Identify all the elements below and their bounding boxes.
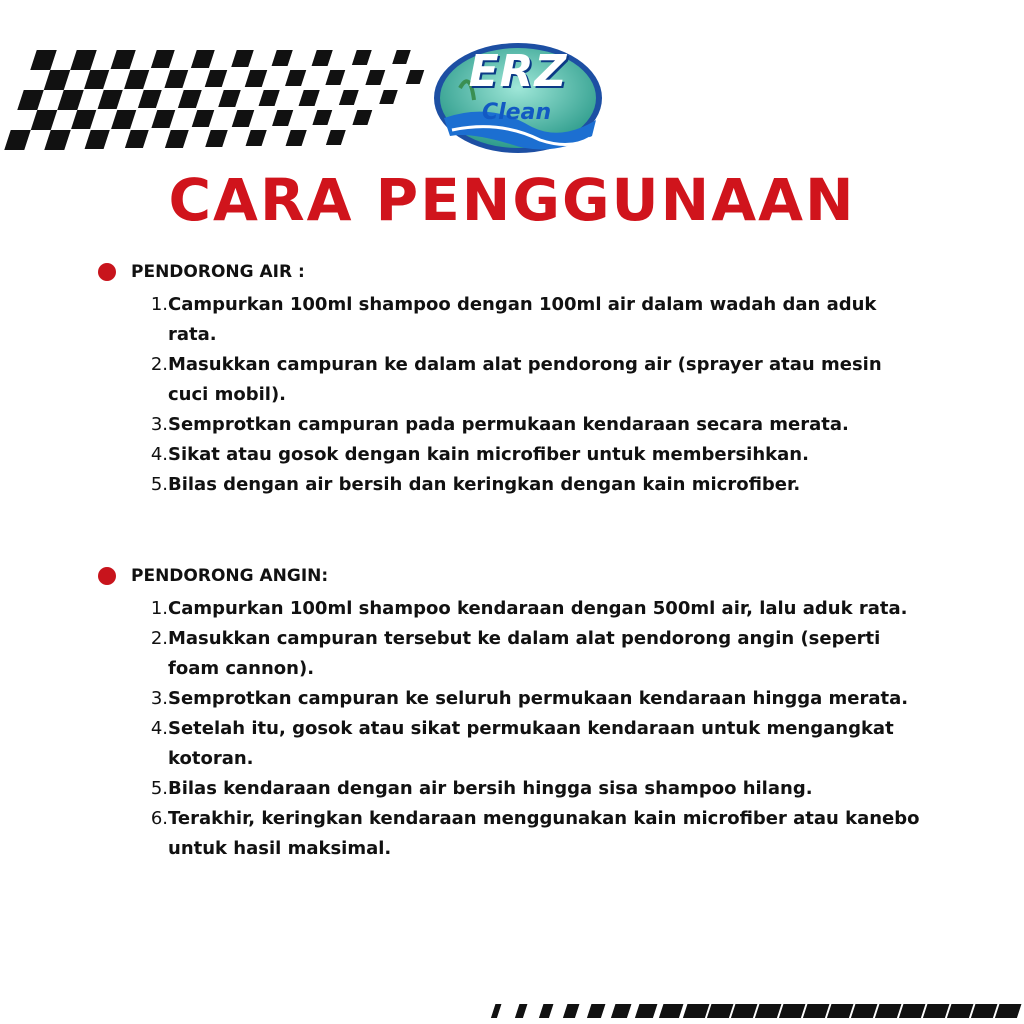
checker-square [406, 70, 425, 84]
checker-square [352, 110, 372, 125]
checker-square [98, 90, 123, 109]
section-pendorong-angin [98, 562, 938, 864]
checker-square [30, 50, 56, 70]
list-item [98, 410, 938, 440]
step-text: Setelah itu, gosok atau sikat permukaan kendaraan untuk mengangkat kotoran. [168, 718, 894, 769]
checker-square [995, 1004, 1022, 1018]
checker-square [755, 1004, 782, 1018]
checker-square [71, 110, 96, 129]
step-number: 5. [150, 778, 168, 799]
checker-square [803, 1004, 830, 1018]
checker-square [971, 1004, 998, 1018]
checker-square [84, 70, 109, 89]
checker-square [392, 50, 411, 64]
list-item [98, 774, 938, 804]
checker-square [191, 50, 215, 68]
checker-square [923, 1004, 950, 1018]
step-number: 5. [150, 474, 168, 495]
checker-square [231, 50, 254, 67]
brand-logo [430, 40, 606, 156]
list-item [98, 594, 938, 624]
checker-square [683, 1004, 710, 1018]
section-label: PENDORONG ANGIN: [131, 566, 329, 586]
step-text: Terakhir, keringkan kendaraan menggunakan kain microfiber atau kanebo untuk hasil maksimal. [168, 808, 920, 859]
checker-square [352, 50, 372, 65]
checker-square [205, 70, 228, 87]
step-text: Bilas dengan air bersih dan keringkan dengan kain microfiber. [168, 474, 801, 495]
checker-square [339, 90, 359, 105]
checker-square [124, 70, 149, 89]
checker-square [299, 90, 320, 106]
checker-square [151, 110, 175, 128]
checker-square [312, 110, 332, 125]
logo-clean-text: Clean [482, 100, 552, 125]
checker-square [138, 90, 162, 108]
checker-square [779, 1004, 806, 1018]
checker-square [205, 130, 228, 147]
section-label: PENDORONG AIR : [131, 262, 305, 282]
checker-square [246, 130, 267, 146]
step-text: Masukkan campuran tersebut ke dalam alat pendorong angin (seperti foam cannon). [168, 628, 881, 679]
list-item [98, 350, 938, 410]
checkered-flag-top [0, 40, 430, 160]
step-text: Sikat atau gosok dengan kain microfiber untuk membersihkan. [168, 444, 809, 465]
checker-square [312, 50, 333, 66]
section-header [98, 258, 938, 286]
checker-square [285, 70, 306, 86]
red-bullet-icon [98, 263, 116, 281]
checker-square [164, 70, 188, 88]
checker-square [326, 130, 346, 145]
step-number: 4. [150, 718, 168, 739]
step-number: 6. [150, 808, 168, 829]
checker-square [611, 1004, 632, 1018]
step-number: 1. [150, 598, 168, 619]
checker-square [218, 90, 241, 107]
list-item [98, 470, 938, 500]
step-text: Campurkan 100ml shampoo kendaraan dengan 500ml air, lalu aduk rata. [168, 598, 908, 619]
checker-square [85, 130, 110, 149]
checker-square [379, 90, 398, 104]
step-text: Semprotkan campuran ke seluruh permukaan kendaraan hingga merata. [168, 688, 909, 709]
checker-square [4, 130, 30, 150]
checker-square [192, 110, 215, 127]
checker-square [325, 70, 345, 85]
list-item [98, 804, 938, 864]
checker-square [827, 1004, 854, 1018]
checker-square [587, 1004, 606, 1018]
checker-square [272, 110, 293, 126]
steps-list [98, 594, 938, 864]
checker-square [178, 90, 202, 108]
checker-square [365, 70, 385, 85]
list-item [98, 714, 938, 774]
checker-square [707, 1004, 734, 1018]
checkered-flag-bottom [490, 990, 1024, 1024]
checker-square [286, 130, 307, 146]
checker-square [245, 70, 268, 87]
checker-square [111, 110, 136, 129]
checker-square [44, 70, 70, 90]
section-pendorong-air [98, 258, 938, 500]
checker-square [635, 1004, 658, 1018]
checker-square [899, 1004, 926, 1018]
list-item [98, 290, 938, 350]
checker-square [165, 130, 189, 148]
checker-square [539, 1004, 554, 1018]
checker-square [875, 1004, 902, 1018]
section-header [98, 562, 938, 590]
checker-square [659, 1004, 684, 1018]
checker-square [17, 90, 43, 110]
checker-square [491, 1004, 502, 1018]
step-number: 2. [150, 628, 168, 649]
list-item [98, 684, 938, 714]
list-item [98, 624, 938, 684]
step-text: Bilas kendaraan dengan air bersih hingga sisa shampoo hilang. [168, 778, 813, 799]
red-bullet-icon [98, 567, 116, 585]
checker-square [57, 90, 83, 110]
checker-square [515, 1004, 528, 1018]
step-text: Masukkan campuran ke dalam alat pendorong air (sprayer atau mesin cuci mobil). [168, 354, 882, 405]
step-number: 4. [150, 444, 168, 465]
checker-square [70, 50, 96, 70]
checker-square [851, 1004, 878, 1018]
steps-list [98, 290, 938, 500]
checker-square [151, 50, 175, 68]
list-item [98, 440, 938, 470]
checker-square [232, 110, 255, 127]
checker-square [125, 130, 149, 148]
checker-square [44, 130, 70, 150]
checker-square [259, 90, 280, 106]
checker-square [272, 50, 293, 66]
checker-square [731, 1004, 758, 1018]
step-number: 3. [150, 414, 168, 435]
step-text: Semprotkan campuran pada permukaan kendaraan secara merata. [168, 414, 849, 435]
page-title: CARA PENGGUNAAN [168, 166, 856, 234]
step-number: 3. [150, 688, 168, 709]
step-number: 2. [150, 354, 168, 375]
step-number: 1. [150, 294, 168, 315]
logo-erz-text: ERZ [468, 46, 568, 97]
checker-square [111, 50, 136, 69]
checker-square [563, 1004, 580, 1018]
checker-square [31, 110, 57, 130]
step-text: Campurkan 100ml shampoo dengan 100ml air dalam wadah dan aduk rata. [168, 294, 877, 345]
checker-square [947, 1004, 974, 1018]
